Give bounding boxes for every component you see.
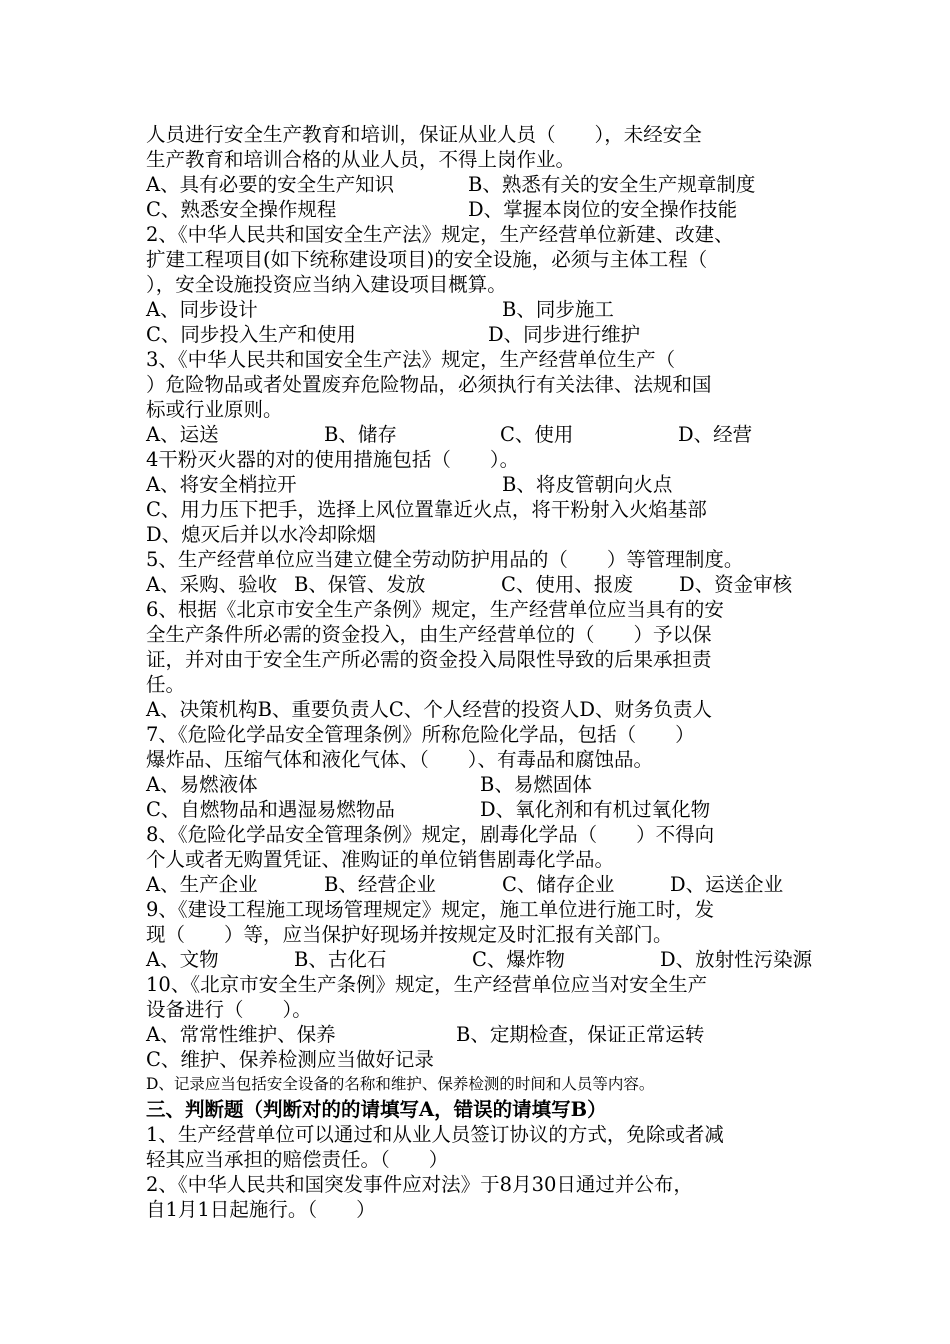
question-line [146,347,826,372]
document-body [146,122,826,1222]
option-b: B、易燃固体 [480,773,592,796]
line-text: 1、生产经营单位可以通过和从业人员签订协议的方式，免除或者减 [146,1123,724,1146]
option-c: C、使用 [500,423,574,446]
option-d: D、经营 [678,423,753,446]
question-line [146,972,826,997]
option-line [146,1072,826,1097]
question-line [146,597,826,622]
section-title: 三、判断题（判断对的的请填写A，错误的请填写B） [146,1098,607,1121]
text-line [146,922,826,947]
line-text: 任。 [146,673,186,696]
options-text: A、决策机构B、重要负责人C、个人经营的投资人D、财务负责人 [146,698,712,721]
option-a: A、同步设计 [146,298,258,321]
question-line [146,822,826,847]
option-line [146,797,826,822]
line-text: 2、《中华人民共和国突发事件应对法》于8月30日通过并公布， [146,1173,693,1196]
section-heading [146,1097,826,1122]
text-line [146,247,826,272]
text-line [146,1147,826,1172]
option-c: C、爆炸物 [472,948,565,971]
text-line [146,147,826,172]
question-line [146,447,826,472]
line-text: 4干粉灭火器的对的使用措施包括（ ）。 [146,448,520,471]
option-a: A、将安全梢拉开 [146,473,297,496]
text-line [146,647,826,672]
option-a: A、具有必要的安全生产知识 [146,173,395,196]
option-d: D、同步进行维护 [488,323,641,346]
option-d: D、运送企业 [670,873,784,896]
option-d: D、放射性污染源 [660,948,813,971]
option-line [146,1022,826,1047]
option-line [146,522,826,547]
question-line [146,897,826,922]
line-text: ）危险物品或者处置废弃危险物品，必须执行有关法律、法规和国 [146,373,712,396]
option-line [146,297,826,322]
line-text: ），安全设施投资应当纳入建设项目概算。 [146,273,507,296]
line-text: 8、《危险化学品安全管理条例》规定，剧毒化学品（ ）不得向 [146,823,715,846]
question-line [146,1122,826,1147]
option-c: C、维护、保养检测应当做好记录 [146,1048,434,1071]
option-line [146,1047,826,1072]
text-line [146,272,826,297]
option-c: C、储存企业 [502,873,615,896]
option-line [146,697,826,722]
option-d: D、掌握本岗位的安全操作技能 [468,198,738,221]
line-text: 自1月1日起施行。（ ） [146,1198,376,1221]
text-line [146,997,826,1022]
option-d: D、熄灭后并以水冷却除烟 [146,523,377,546]
option-line [146,172,826,197]
line-text: 扩建工程项目(如下统称建设项目)的安全设施，必须与主体工程（ [146,248,708,271]
question-line [146,1172,826,1197]
option-line [146,772,826,797]
option-b: B、保管、发放 [294,573,426,596]
option-c: C、熟悉安全操作规程 [146,198,337,221]
option-c: C、用力压下把手，选择上风位置靠近火点，将干粉射入火焰基部 [146,498,707,521]
line-text: 标或行业原则。 [146,398,283,421]
option-a: A、运送 [146,423,219,446]
line-text: 10、《北京市安全生产条例》规定，生产经营单位应当对安全生产 [146,973,708,996]
option-a: A、常常性维护、保养 [146,1023,336,1046]
option-b: B、熟悉有关的安全生产规章制度 [468,173,756,196]
option-a: A、生产企业 [146,873,258,896]
line-text: 6、根据《北京市安全生产条例》规定，生产经营单位应当具有的安 [146,598,724,621]
line-text: 现（ ）等，应当保护好现场并按规定及时汇报有关部门。 [146,923,673,946]
option-b: B、经营企业 [324,873,436,896]
option-a: A、文物 [146,948,219,971]
line-text: 爆炸品、压缩气体和液化气体、（ ）、有毒品和腐蚀品。 [146,748,654,771]
option-line [146,947,826,972]
option-b: B、古化石 [294,948,387,971]
line-text: 全生产条件所必需的资金投入，由生产经营单位的（ ）予以保 [146,623,712,646]
text-line [146,672,826,697]
option-a: A、采购、验收 [146,573,278,596]
option-c: C、自燃物品和遇湿易燃物品 [146,798,395,821]
question-line [146,722,826,747]
option-c: C、使用、报废 [501,573,633,596]
option-line [146,497,826,522]
option-d: D、资金审核 [679,573,793,596]
line-text: 2、《中华人民共和国安全生产法》规定，生产经营单位新建、改建、 [146,223,734,246]
question-line [146,547,826,572]
text-line [146,372,826,397]
question-line [146,222,826,247]
text-line [146,622,826,647]
line-text: 个人或者无购置凭证、准购证的单位销售剧毒化学品。 [146,848,615,871]
option-c: C、同步投入生产和使用 [146,323,356,346]
option-line [146,322,826,347]
option-b: B、同步施工 [502,298,614,321]
text-line [146,747,826,772]
option-line [146,422,826,447]
line-text: 轻其应当承担的赔偿责任。（ ） [146,1148,449,1171]
option-line [146,472,826,497]
option-d: D、氧化剂和有机过氧化物 [480,798,711,821]
line-text: 5、生产经营单位应当建立健全劳动防护用品的（ ）等管理制度。 [146,548,744,571]
line-text: 9、《建设工程施工现场管理规定》规定，施工单位进行施工时，发 [146,898,715,921]
text-line [146,397,826,422]
option-line [146,197,826,222]
line-text: 7、《危险化学品安全管理条例》所称危险化学品，包括（ ） [146,723,695,746]
line-text: 证，并对由于安全生产所必需的资金投入局限性导致的后果承担责 [146,648,712,671]
line-text: 生产教育和培训合格的从业人员，不得上岗作业。 [146,148,576,171]
line-text: 3、《中华人民共和国安全生产法》规定，生产经营单位生产（ [146,348,676,371]
line-text: 人员进行安全生产教育和培训，保证从业人员（ ），未经安全 [146,123,702,146]
option-b: B、储存 [324,423,397,446]
option-b: B、定期检查，保证正常运转 [456,1023,705,1046]
option-line [146,872,826,897]
text-line [146,1197,826,1222]
option-line [146,572,826,597]
text-line [146,847,826,872]
line-text: 设备进行（ ）。 [146,998,312,1021]
option-a: A、易燃液体 [146,773,258,796]
option-d: D、记录应当包括安全设备的名称和维护、保养检测的时间和人员等内容。 [146,1075,655,1093]
text-line [146,122,826,147]
option-b: B、将皮管朝向火点 [502,473,673,496]
